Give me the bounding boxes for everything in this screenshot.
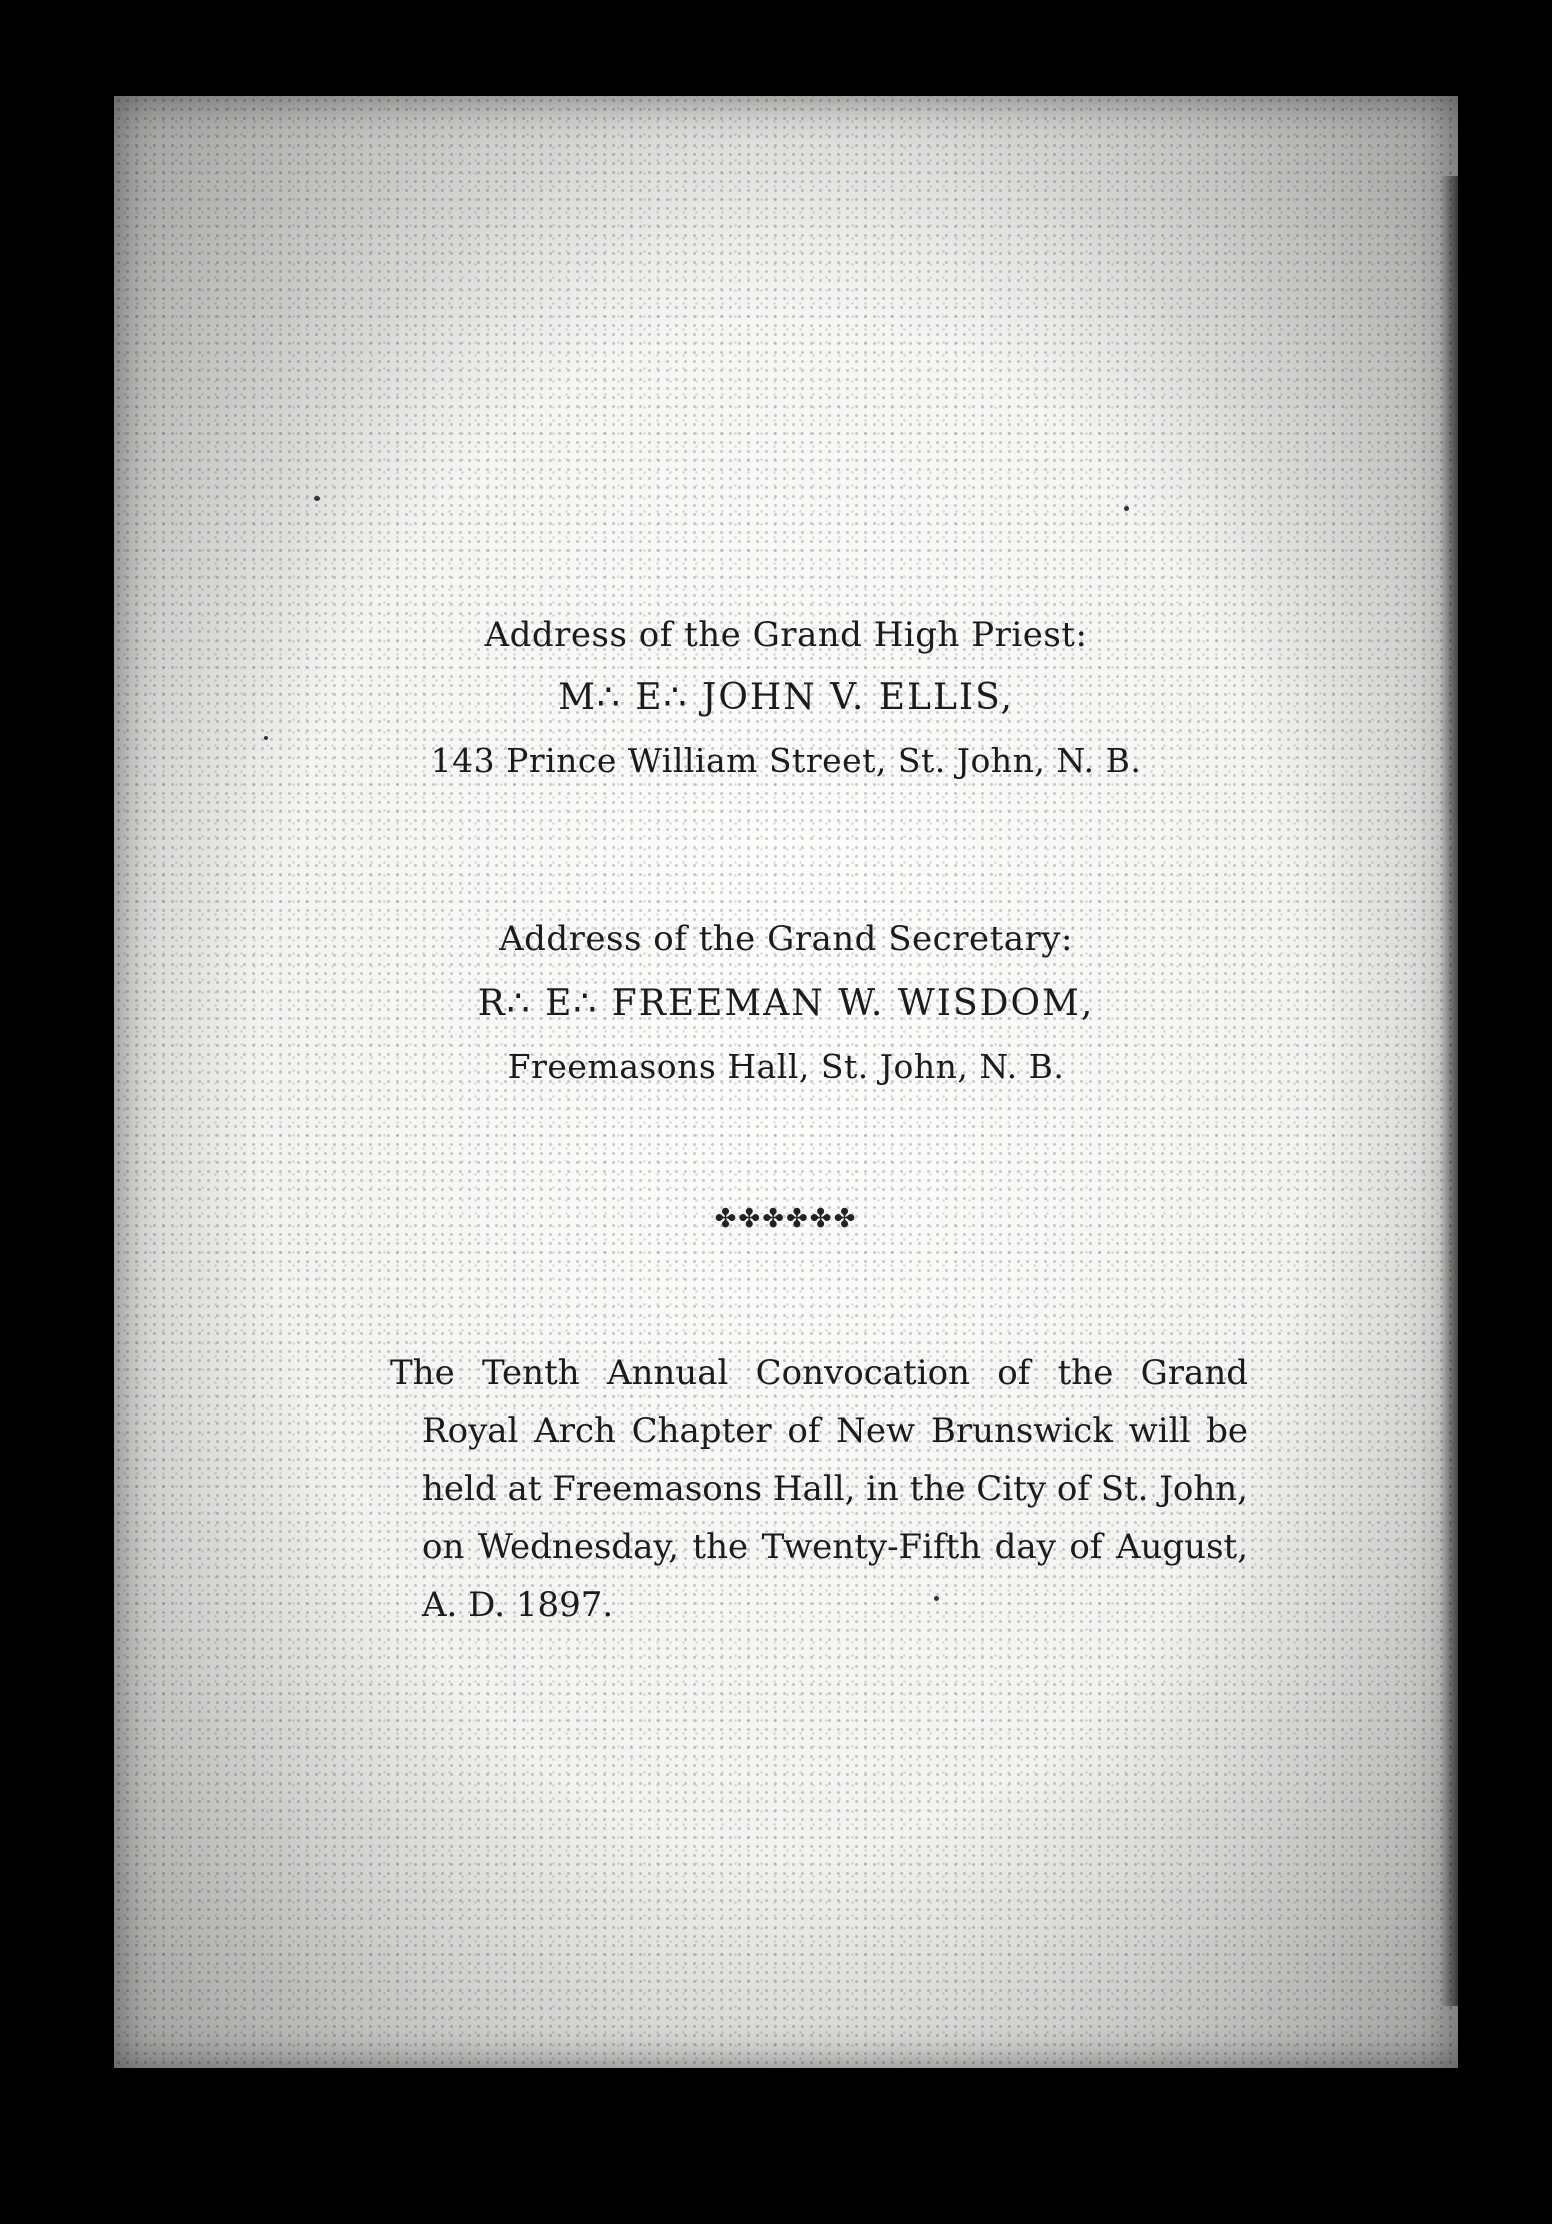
page-edge-shadow	[1440, 176, 1458, 2006]
secretary-street-address: Freemasons Hall, St. John, N. B.	[507, 1047, 1065, 1086]
ink-speck	[314, 496, 320, 501]
secretary-heading: Address of the Grand Secretary:	[499, 919, 1073, 959]
priest-street-address: 143 Prince William Street, St. John, N. B.	[430, 741, 1142, 780]
ink-speck	[264, 736, 268, 740]
convocation-notice: The Tenth Annual Convocation of the Grand Royal Arch Chapter of New Brunswick will be held at Freemasons Hall, in the City of St. John, on Wednesday, the Twenty-Fifth day of August, A. D. 1897.	[390, 1353, 1248, 1625]
document-page	[114, 96, 1458, 2068]
priest-name: M∴ E∴ JOHN V. ELLIS,	[558, 677, 1014, 718]
secretary-name: R∴ E∴ FREEMAN W. WISDOM,	[477, 983, 1095, 1024]
ornament-divider: ✤✤✤✤✤✤	[714, 1204, 858, 1234]
priest-heading: Address of the Grand High Priest:	[484, 615, 1088, 655]
ink-speck	[1124, 506, 1129, 511]
